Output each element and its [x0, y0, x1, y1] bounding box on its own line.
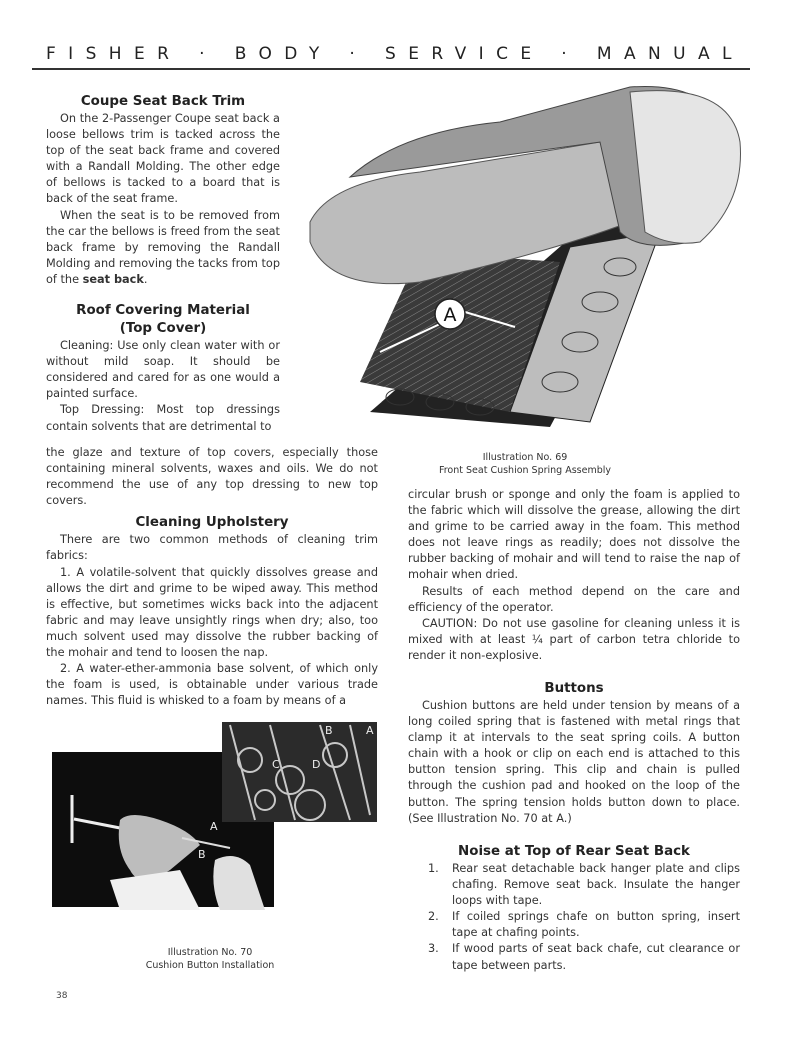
paragraph: 2. A water-ether-ammonia base solvent, of which only the foam is used, is obtainable under various trade names. This fluid is whisked to a foam by means of a — [46, 662, 378, 708]
heading-coupe-seat-back-trim: Coupe Seat Back Trim — [80, 94, 246, 109]
paragraph: Cushion buttons are held under tension by means of a long coiled spring that is fastened with metal rings that clamp it at intervals to the seat spring coils. A button chain with a hook or clip on each end is attached to this button tension spring. This clip and chain is pulled through the cushion pad and hooked on the loop of the button. The spring tension holds button down to place. (See Illustration No. 70 at A.) — [408, 699, 740, 825]
heading-noise-rear-seat: Noise at Top of Rear Seat Back — [458, 844, 690, 859]
paragraph: Top Dressing: Most top dressings contain solvents that are detrimental to — [46, 403, 280, 433]
left-column-top — [46, 93, 280, 435]
left-column-wide — [46, 445, 378, 709]
paragraph: On the 2-Passenger Coupe seat back a loose bellows trim is tacked across the top of the seat back frame and covered with a Randall Molding. The other edge of bellows is tacked to a board that is back of the seat frame. — [46, 112, 280, 206]
paragraph: CAUTION: Do not use gasoline for cleaning unless it is mixed with at least ¼ part of carbon tetra chloride to render it non-explosive. — [408, 616, 740, 662]
heading-top-cover: (Top Cover) — [119, 321, 207, 337]
paragraph: Results of each method depend on the care and efficiency of the operator. — [408, 584, 740, 614]
callout-b-label: B — [198, 848, 206, 861]
paragraph: 1. A volatile-solvent that quickly dissolves grease and allows the dirt and grime to be wiped away. This method is effective, but sometimes wicks back into the adjacent fabric and may leave unsightly rings when dry; also, too much solvent used may dissolve the rubber backing of the mohair and tend to loosen the nap. — [46, 565, 378, 660]
callout-a-label: A — [210, 820, 218, 833]
list-text: If coiled springs chafe on button spring, insert tape at chafing points. — [452, 910, 740, 940]
paragraph: There are two common methods of cleaning trim fabrics: — [46, 533, 378, 563]
paragraph — [46, 208, 280, 288]
caption-label: Illustration No. 69 — [482, 452, 568, 463]
list-text: Rear seat detachable back hanger plate and clips chafing. Remove seat back. Insulate the hanger loops with tape. — [452, 862, 740, 908]
heading-buttons: Buttons — [544, 681, 604, 696]
heading-roof-covering: Roof Covering Material — [76, 303, 250, 319]
caption-title: Cushion Button Installation — [145, 960, 275, 971]
paragraph: circular brush or sponge and only the foam is applied to the fabric which will dissolve the grease, allowing the dirt and grime to be carried away in the foam. This method does not leave rings as readily; does not dissolve the rubber backing of mohair and will tend to raise the nap of mohair when dried. — [408, 488, 740, 582]
svg-text:C: C — [272, 758, 280, 771]
list-item — [408, 941, 740, 973]
list-item — [408, 861, 740, 909]
page-number: 38 — [56, 991, 68, 1001]
svg-text:A: A — [366, 724, 374, 737]
paragraph: the glaze and texture of top covers, especially those containing mineral solvents, waxes and oils. We do not recommend the use of any top dressing to new top covers. — [46, 446, 378, 508]
illustration-69-caption — [420, 451, 630, 477]
list-item — [408, 909, 740, 941]
list-number: 2. — [428, 910, 439, 924]
list-text: If wood parts of seat back chafe, cut clearance or tape between parts. — [452, 942, 740, 972]
callout-a-label: A — [443, 304, 457, 326]
cushion-fold — [630, 91, 741, 244]
right-column-noise — [408, 843, 740, 974]
caption-title: Front Seat Cushion Spring Assembly — [438, 465, 612, 476]
paragraph: Cleaning: Use only clean water with or without mild soap. It should be considered and cared for as one would a painted surface. — [46, 339, 280, 401]
svg-text:D: D — [312, 758, 321, 771]
running-header: FISHER · BODY · SERVICE · MANUAL — [46, 44, 744, 64]
punctuation: . — [143, 272, 148, 286]
list-number: 1. — [428, 862, 439, 875]
paragraph-text: When the seat is to be removed from the car the bellows is freed from the seat back frame by removing the Randall Molding and removing the tacks from top of the — [46, 208, 280, 286]
illustration-69-image — [300, 82, 750, 442]
bold-term: seat back — [82, 272, 144, 286]
svg-text:B: B — [325, 724, 333, 737]
header-rule — [32, 68, 750, 70]
heading-cleaning-upholstery: Cleaning Upholstery — [135, 515, 289, 531]
right-column-buttons — [408, 680, 740, 827]
right-column-cleaning — [408, 487, 740, 664]
illustration-70-caption — [130, 946, 290, 972]
list-number: 3. — [428, 942, 439, 956]
illustration-70-image — [50, 720, 380, 920]
caption-label: Illustration No. 70 — [167, 947, 253, 958]
noise-fix-list — [408, 861, 740, 974]
